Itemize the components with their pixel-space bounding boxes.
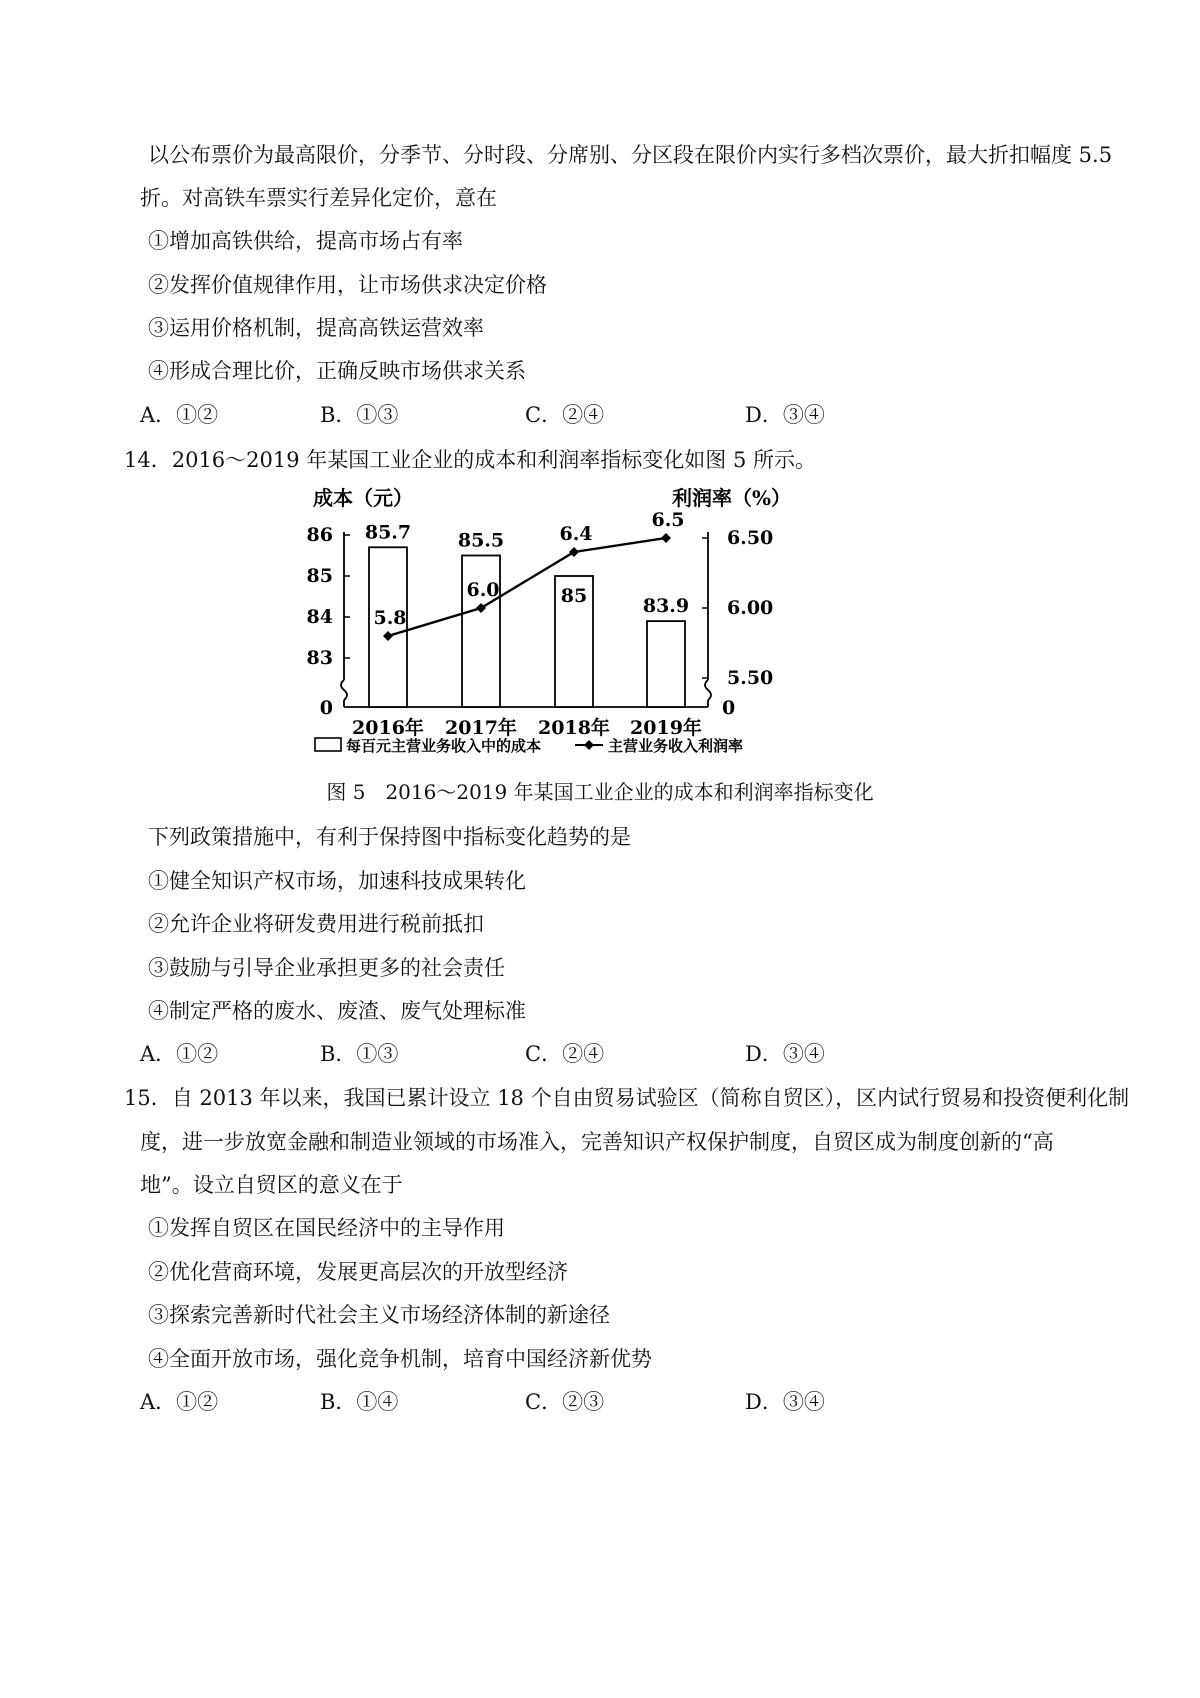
left-axis-break — [341, 680, 347, 700]
profit-rate-label-1: 6.0 — [466, 579, 500, 601]
legend-line-label: 主营业务收入利润率 — [608, 737, 744, 755]
q15-option-c: C．②③ — [525, 1390, 605, 1414]
q15-item-3: ③探索完善新时代社会主义市场经济体制的新途径 — [148, 1303, 610, 1327]
q13-option-b: B．①③ — [320, 403, 399, 427]
profit-rate-label-2: 6.4 — [559, 523, 593, 545]
profit-rate-line — [383, 533, 671, 641]
q14-item-3: ③鼓励与引导企业承担更多的社会责任 — [148, 956, 505, 980]
legend-line-marker — [584, 740, 594, 750]
legend-bar-label: 每百元主营业务收入中的成本 — [346, 737, 542, 755]
cost-bar-label-1: 85.5 — [457, 529, 505, 552]
q13-item-4: ④形成合理比价，正确反映市场供求关系 — [148, 359, 526, 383]
cost-bar-label-2: 85 — [560, 585, 588, 607]
left-tick-84: 84 — [306, 606, 333, 628]
q13-item-2: ②发挥价值规律作用，让市场供求决定价格 — [148, 273, 547, 297]
q13-item-3: ③运用价格机制，提高高铁运营效率 — [148, 316, 484, 340]
q14-item-1: ①健全知识产权市场，加速科技成果转化 — [148, 869, 526, 893]
q14-item-2: ②允许企业将研发费用进行税前抵扣 — [148, 912, 484, 936]
left-tick-85: 85 — [306, 565, 333, 587]
left-tick-0: 0 — [319, 697, 333, 719]
profit-rate-label-0: 5.8 — [373, 607, 407, 629]
q14-option-c: C．②④ — [525, 1042, 605, 1066]
q15-item-4: ④全面开放市场，强化竞争机制，培育中国经济新优势 — [148, 1347, 652, 1371]
q15-stem-line-3: 地”。设立自贸区的意义在于 — [140, 1173, 403, 1197]
x-tick-3: 2019年 — [630, 717, 702, 739]
x-tick-2: 2018年 — [538, 717, 610, 739]
cost-bar-label-3: 83.9 — [642, 595, 690, 618]
figure-caption: 图 5 2016～2019 年某国工业企业的成本和利润率指标变化 — [326, 780, 874, 804]
profit-rate-point-3 — [661, 533, 671, 543]
right-axis-title: 利润率（%） — [672, 486, 792, 510]
q14-prompt: 下列政策措施中，有利于保持图中指标变化趋势的是 — [148, 825, 631, 849]
q15-stem-line-2: 度，进一步放宽金融和制造业领域的市场准入，完善知识产权保护制度，自贸区成为制度创新的“高 — [140, 1130, 1054, 1154]
q13-item-1: ①增加高铁供给，提高市场占有率 — [148, 229, 463, 253]
q15-item-2: ②优化营商环境，发展更高层次的开放型经济 — [148, 1260, 568, 1284]
right-tick-0: 0 — [722, 697, 736, 719]
figure-5-chart — [0, 480, 1200, 780]
cost-bar-label-0: 85.7 — [364, 521, 412, 544]
legend-bar-swatch — [315, 738, 341, 751]
q13-option-a: A．①② — [140, 403, 219, 427]
q13-option-d: D．③④ — [745, 403, 825, 427]
q14-option-b: B．①③ — [320, 1042, 399, 1066]
q15-item-1: ①发挥自贸区在国民经济中的主导作用 — [148, 1216, 505, 1240]
q14-item-4: ④制定严格的废水、废渣、废气处理标准 — [148, 999, 526, 1023]
profit-rate-label-3: 6.5 — [651, 509, 685, 531]
profit-rate-polyline — [388, 538, 666, 636]
left-axis-title: 成本（元） — [313, 486, 413, 510]
q14-stem: 14．2016～2019 年某国工业企业的成本和利润率指标变化如图 5 所示。 — [124, 448, 816, 472]
cost-bar-labels — [365, 521, 689, 617]
profit-rate-labels — [373, 509, 684, 629]
left-tick-86: 86 — [306, 524, 333, 546]
q15-stem-line-1: 15．自 2013 年以来，我国已累计设立 18 个自由贸易试验区（简称自贸区），区内试行贸易和投资便利化制 — [124, 1086, 1130, 1110]
chart-legend — [315, 737, 743, 755]
q15-option-d: D．③④ — [745, 1390, 825, 1414]
right-tick-650: 6.50 — [727, 527, 774, 549]
right-tick-550: 5.50 — [727, 667, 774, 689]
right-tick-600: 6.00 — [727, 597, 774, 619]
x-tick-1: 2017年 — [445, 717, 517, 739]
cost-bar-3 — [647, 621, 685, 707]
q15-option-b: B．①④ — [320, 1390, 399, 1414]
q15-option-a: A．①② — [140, 1390, 219, 1414]
q13-stem-line-2: 折。对高铁车票实行差异化定价，意在 — [140, 186, 497, 210]
x-tick-labels — [352, 716, 702, 739]
right-axis-break — [705, 680, 711, 700]
x-tick-0: 2016年 — [352, 717, 424, 739]
right-ticks — [702, 527, 773, 719]
left-tick-83: 83 — [306, 647, 333, 669]
q13-stem-line-1: 以公布票价为最高限价，分季节、分时段、分席别、分区段在限价内实行多档次票价，最大折扣幅度 5.5 — [148, 143, 1113, 167]
q14-option-d: D．③④ — [745, 1042, 825, 1066]
q14-option-a: A．①② — [140, 1042, 219, 1066]
q13-option-c: C．②④ — [525, 403, 605, 427]
